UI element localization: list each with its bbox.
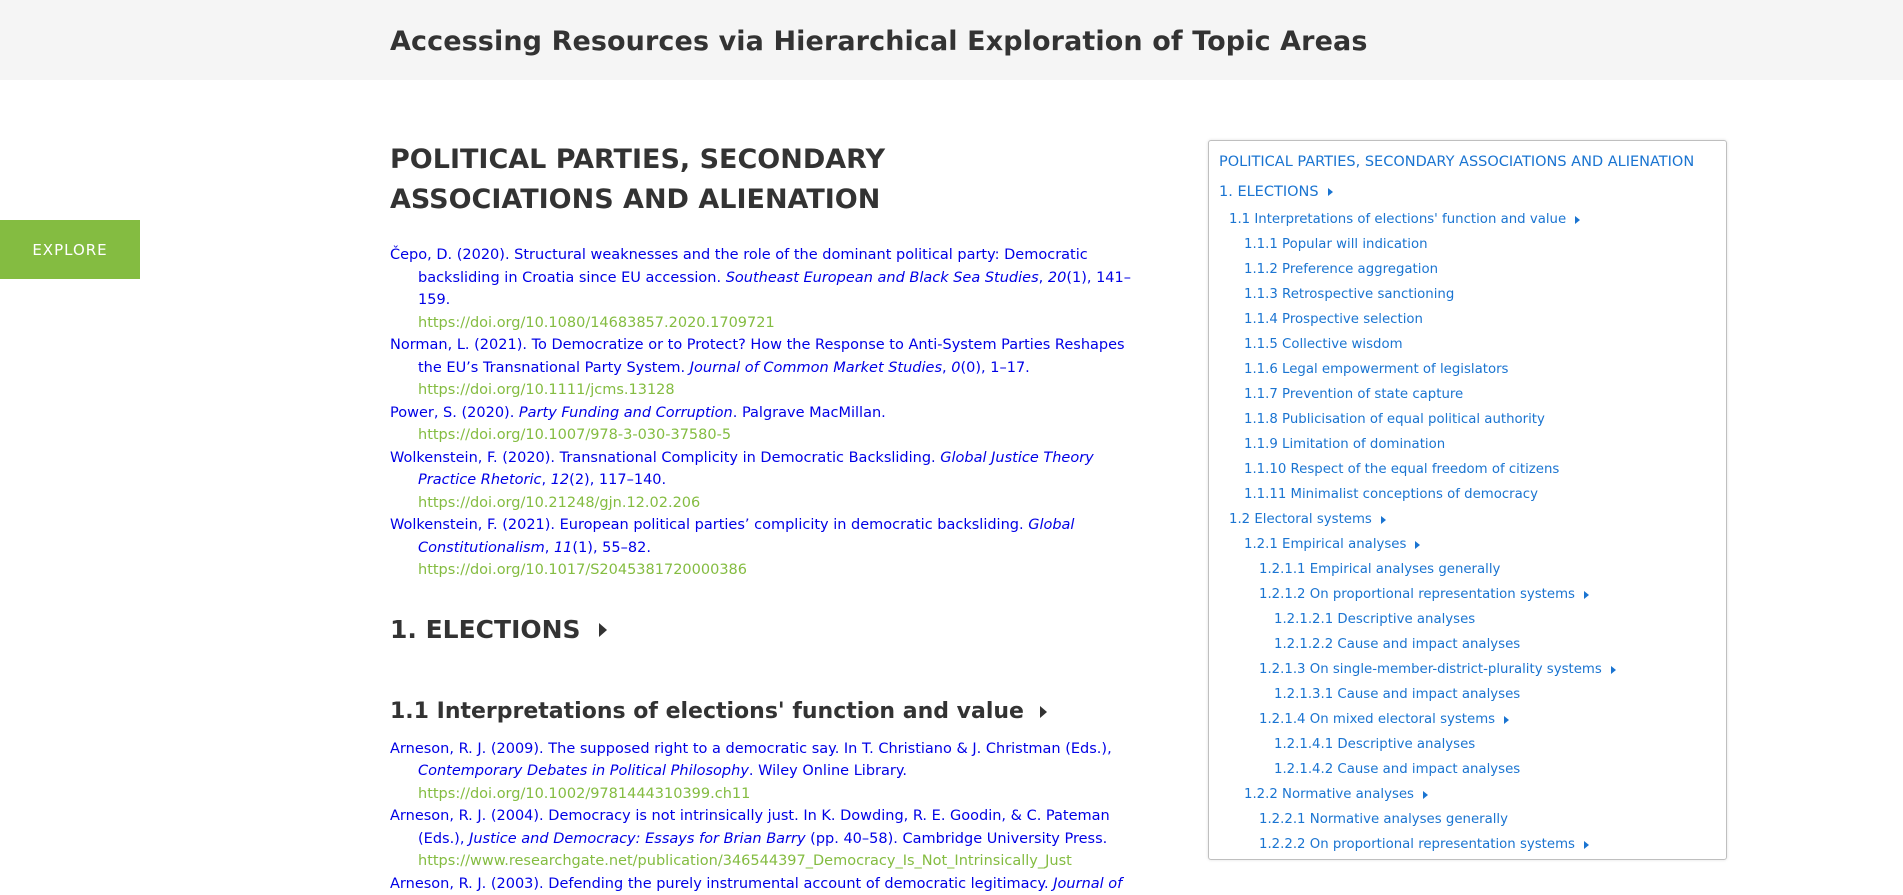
topic-tree-item[interactable]: [1219, 282, 1716, 307]
doi-link[interactable]: https://doi.org/10.1002/9781444310399.ch11: [418, 783, 1140, 806]
topic-tree-item[interactable]: [1219, 757, 1716, 782]
reference-pages: (2), 117–140.: [569, 472, 666, 488]
site-title: Accessing Resources via Hierarchical Exploration of Topic Areas: [390, 26, 1368, 57]
reference-text: Arneson, R. J. (2009). The supposed right to a democratic say. In T. Christiano & J. Christman (Eds.),: [390, 741, 1112, 757]
topic-tree-label: 1.2.1.2 On proportional representation systems: [1259, 587, 1575, 602]
doi-link[interactable]: https://doi.org/10.21248/gjn.12.02.206: [418, 492, 1140, 515]
reference-item: [390, 244, 1140, 334]
topic-tree-label: 1.2.1.3 On single-member-district-plurality systems: [1259, 662, 1602, 677]
topic-tree-item[interactable]: [1219, 582, 1716, 607]
reference-book: Contemporary Debates in Political Philosophy: [418, 763, 749, 779]
caret-right-icon[interactable]: [1328, 188, 1333, 196]
topic-tree-item[interactable]: [1219, 332, 1716, 357]
doi-link[interactable]: https://doi.org/10.1007/978-3-030-37580-5: [418, 424, 1140, 447]
caret-right-icon[interactable]: [599, 623, 607, 637]
main-content: [390, 140, 1140, 895]
topic-tree-item[interactable]: [1219, 807, 1716, 832]
topic-tree-item[interactable]: [1219, 407, 1716, 432]
reference-item: [390, 334, 1140, 402]
caret-right-icon[interactable]: [1584, 591, 1589, 599]
reference-journal: Journal of Common Market Studies: [690, 360, 942, 376]
reference-text: Čepo, D. (2020). Structural weaknesses and the role of the dominant political party: Democratic backsliding in Croatia since EU accession.: [390, 247, 1088, 286]
topic-tree-item[interactable]: [1219, 832, 1716, 857]
topic-tree-label: 1.2.1.4.1 Descriptive analyses: [1274, 737, 1475, 752]
doi-link[interactable]: https://doi.org/10.1111/jcms.13128: [418, 379, 1140, 402]
topic-tree-label: 1.1.10 Respect of the equal freedom of citizens: [1244, 462, 1559, 477]
doi-link[interactable]: https://doi.org/10.1080/14683857.2020.1709721: [418, 312, 1140, 335]
reference-text: Wolkenstein, F. (2020). Transnational Complicity in Democratic Backsliding.: [390, 450, 940, 466]
reference-journal: Party Funding and Corruption: [519, 405, 733, 421]
topic-tree-item[interactable]: [1219, 457, 1716, 482]
topic-tree-label: 1.1.3 Retrospective sanctioning: [1244, 287, 1454, 302]
topic-tree-label: 1.1.11 Minimalist conceptions of democracy: [1244, 487, 1538, 502]
topic-tree-item[interactable]: [1219, 432, 1716, 457]
topic-tree-item[interactable]: [1219, 732, 1716, 757]
topic-tree-item[interactable]: [1219, 147, 1716, 177]
topic-tree-label: 1.2.1.3.1 Cause and impact analyses: [1274, 687, 1520, 702]
reference-item: [390, 447, 1140, 515]
section-title: 1. ELECTIONS: [390, 615, 581, 644]
topic-tree-label: 1.2.1.2.1 Descriptive analyses: [1274, 612, 1475, 627]
topic-tree-label: 1.1.9 Limitation of domination: [1244, 437, 1445, 452]
topic-tree-label: 1.1.7 Prevention of state capture: [1244, 387, 1463, 402]
topic-tree-item[interactable]: [1219, 632, 1716, 657]
reference-separator: ,: [541, 472, 550, 488]
reference-volume: 12: [551, 472, 569, 488]
topic-tree-label: 1.2.1.2.2 Cause and impact analyses: [1274, 637, 1520, 652]
doi-link[interactable]: https://www.researchgate.net/publication/346544397_Democracy_Is_Not_Intrinsically_Just: [418, 850, 1140, 873]
topic-tree-item[interactable]: [1219, 707, 1716, 732]
topic-tree-item[interactable]: [1219, 507, 1716, 532]
topic-tree-label: 1.2.1.1 Empirical analyses generally: [1259, 562, 1500, 577]
topic-tree-item[interactable]: [1219, 257, 1716, 282]
section-heading-elections[interactable]: [390, 610, 1140, 650]
section-heading-interpretations[interactable]: [390, 692, 1140, 732]
caret-right-icon[interactable]: [1611, 666, 1616, 674]
reference-publisher: (pp. 40–58). Cambridge University Press.: [806, 831, 1108, 847]
reference-journal: Global Justice Theory Practice Rhetoric: [418, 450, 1094, 489]
topic-tree-label: 1.2.1.4.2 Cause and impact analyses: [1274, 762, 1520, 777]
reference-text: Arneson, R. J. (2003). Defending the purely instrumental account of democratic legitimacy.: [390, 876, 1053, 892]
reference-text: Wolkenstein, F. (2021). European political parties’ complicity in democratic backsliding.: [390, 517, 1028, 533]
topic-tree-label: 1.1.1 Popular will indication: [1244, 237, 1428, 252]
topic-tree-label: 1.2.2 Normative analyses: [1244, 787, 1414, 802]
topic-tree-item[interactable]: [1219, 232, 1716, 257]
topic-tree-item[interactable]: [1219, 177, 1716, 207]
topic-tree-label: 1.1.5 Collective wisdom: [1244, 337, 1403, 352]
topic-tree-item[interactable]: [1219, 657, 1716, 682]
topic-tree-label: 1.2.1.4 On mixed electoral systems: [1259, 712, 1495, 727]
explore-button[interactable]: EXPLORE: [0, 220, 140, 279]
reference-journal: Southeast European and Black Sea Studies: [726, 270, 1039, 286]
reference-text: Norman, L. (2021). To Democratize or to Protect? How the Response to Anti-System Parties Reshapes the EU’s Transnational Party System.: [390, 337, 1125, 376]
page-title: POLITICAL PARTIES, SECONDARY ASSOCIATIONS AND ALIENATION: [390, 140, 1110, 220]
topic-tree-label: POLITICAL PARTIES, SECONDARY ASSOCIATIONS AND ALIENATION: [1219, 154, 1694, 170]
site-header: [0, 0, 1903, 80]
caret-right-icon[interactable]: [1415, 541, 1420, 549]
reference-item: [390, 805, 1140, 873]
reference-separator: ,: [942, 360, 951, 376]
topic-tree-item[interactable]: [1219, 532, 1716, 557]
caret-right-icon[interactable]: [1423, 791, 1428, 799]
topic-tree-item[interactable]: [1219, 682, 1716, 707]
topic-tree-label: 1.2 Electoral systems: [1229, 512, 1372, 527]
reference-item: [390, 873, 1140, 895]
topic-tree-item[interactable]: [1219, 482, 1716, 507]
topic-tree-label: 1. ELECTIONS: [1219, 184, 1319, 200]
topic-tree-label: 1.1.2 Preference aggregation: [1244, 262, 1438, 277]
topic-tree-label: 1.1 Interpretations of elections' function and value: [1229, 212, 1566, 227]
caret-right-icon[interactable]: [1040, 706, 1047, 718]
caret-right-icon[interactable]: [1504, 716, 1509, 724]
reference-volume: 11: [554, 540, 572, 556]
caret-right-icon[interactable]: [1575, 216, 1580, 224]
caret-right-icon[interactable]: [1584, 841, 1589, 849]
topic-tree-label: 1.1.6 Legal empowerment of legislators: [1244, 362, 1509, 377]
reference-volume: 20: [1048, 270, 1066, 286]
reference-separator: ,: [1039, 270, 1048, 286]
reference-book: Justice and Democracy: Essays for Brian Barry: [469, 831, 805, 847]
topic-tree-item[interactable]: [1219, 207, 1716, 232]
reference-pages: . Palgrave MacMillan.: [733, 405, 886, 421]
topic-tree-panel: [1208, 140, 1727, 860]
reference-item: [390, 514, 1140, 582]
intro-reference-list: [390, 244, 1140, 582]
reference-pages: (0), 1–17.: [960, 360, 1029, 376]
reference-publisher: . Wiley Online Library.: [749, 763, 907, 779]
reference-text: Arneson, R. J. (2004). Democracy is not intrinsically just. In K. Dowding, R. E. Goodin, & C. Pateman (Eds.),: [390, 808, 1110, 847]
topic-tree-item[interactable]: [1219, 382, 1716, 407]
reference-separator: ,: [545, 540, 554, 556]
doi-link[interactable]: https://doi.org/10.1017/S2045381720000386: [418, 559, 1140, 582]
topic-tree-item[interactable]: [1219, 607, 1716, 632]
reference-journal: Journal of: [1053, 876, 1122, 892]
section-title: 1.1 Interpretations of elections' function and value: [390, 699, 1024, 724]
topic-tree-item[interactable]: [1219, 782, 1716, 807]
reference-pages: (1), 55–82.: [572, 540, 651, 556]
topic-tree-label: 1.1.4 Prospective selection: [1244, 312, 1423, 327]
topic-tree-item[interactable]: [1219, 557, 1716, 582]
reference-volume: 0: [951, 360, 960, 376]
reference-text: Power, S. (2020).: [390, 405, 519, 421]
reference-journal: Global Constitutionalism: [418, 517, 1074, 556]
reference-item: [390, 402, 1140, 447]
section-reference-list: [390, 738, 1140, 895]
topic-tree-label: 1.2.1 Empirical analyses: [1244, 537, 1406, 552]
topic-tree-label: 1.1.8 Publicisation of equal political authority: [1244, 412, 1545, 427]
topic-tree-item[interactable]: [1219, 357, 1716, 382]
reference-item: [390, 738, 1140, 806]
topic-tree-label: 1.2.2.2 On proportional representation systems: [1259, 837, 1575, 852]
topic-tree-item[interactable]: [1219, 307, 1716, 332]
reference-pages: (1), 141–159.: [418, 270, 1131, 309]
topic-tree-label: 1.2.2.1 Normative analyses generally: [1259, 812, 1508, 827]
caret-right-icon[interactable]: [1381, 516, 1386, 524]
